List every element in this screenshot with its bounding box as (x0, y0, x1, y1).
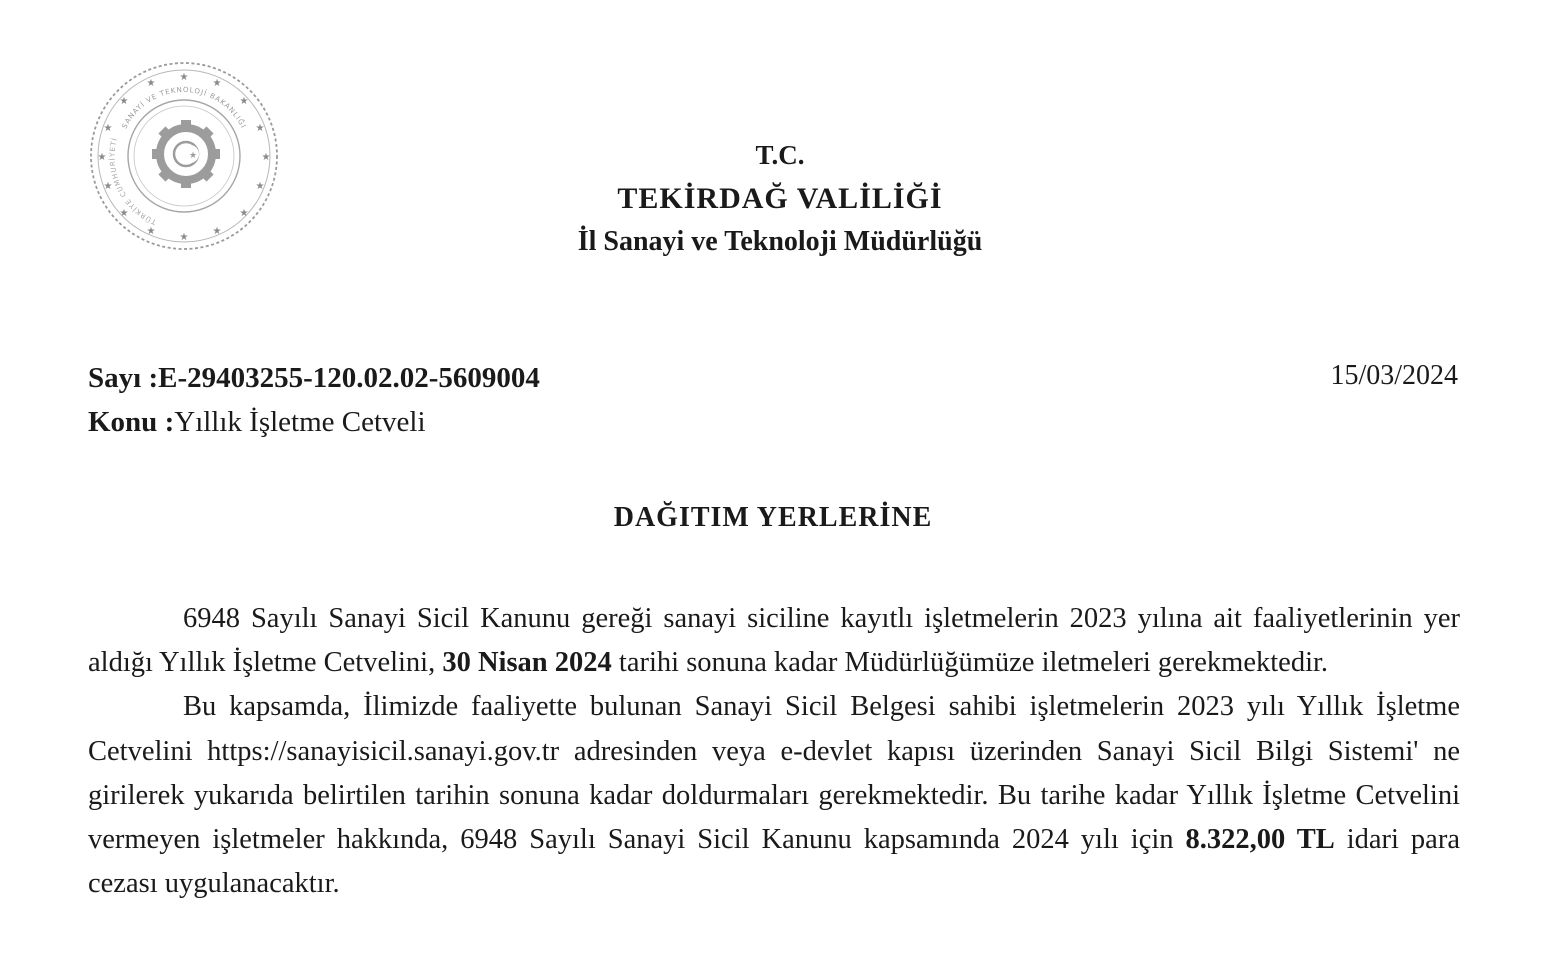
svg-text:★: ★ (103, 123, 113, 134)
svg-text:★: ★ (239, 208, 249, 219)
p2-penalty-amount: 8.322,00 TL (1185, 824, 1335, 856)
distribution-heading: DAĞITIM YERLERİNE (613, 502, 933, 533)
svg-text:★: ★ (179, 232, 189, 243)
konu-value: Yıllık İşletme Cetveli (174, 406, 426, 438)
konu-line (88, 406, 426, 439)
paragraph-1 (88, 597, 1460, 685)
document-body (88, 597, 1460, 906)
svg-text:★: ★ (255, 181, 265, 192)
header-governorship: TEKİRDAĞ VALİLİĞİ (617, 182, 943, 215)
header-directorate: İl Sanayi ve Teknoloji Müdürlüğü (577, 226, 983, 257)
p1-text-b: tarihi sonuna kadar Müdürlüğümüze iletmeleri gerekmektedir. (611, 647, 1329, 679)
document-date: 15/03/2024 (1330, 360, 1458, 391)
svg-text:★: ★ (179, 72, 189, 83)
svg-text:★: ★ (97, 152, 107, 163)
document-header (420, 134, 1140, 263)
svg-text:★: ★ (255, 123, 265, 134)
svg-text:★: ★ (188, 151, 198, 161)
p2-text-a: Bu kapsamda, İlimizde faaliyette bulunan Sanayi Sicil Belgesi sahibi işletmelerin 2023 yılı Yıllık İşletme Cetvelini https://sanayisicil.sanayi.gov.tr adresinden veya e-devlet kapısı üzerinden Sanayi Sicil Bilgi Sistemi' ne girilerek yukarıda belirtilen tarihin sonuna kadar doldurmaları gerekmektedir. Bu tarihe kadar Yıllık İşletme Cetvelini vermeyen işletmeler hakkında, 6948 Sayılı Sanayi Sicil Kanunu kapsamında 2024 yılı için (88, 691, 1460, 856)
svg-text:★: ★ (103, 181, 113, 192)
p2-text-b: idari para cezası uygulanacaktır. (88, 824, 1460, 900)
konu-separator: : (157, 406, 175, 438)
svg-text:★: ★ (261, 152, 271, 163)
konu-label: Konu (88, 406, 158, 438)
paragraph-2 (88, 685, 1460, 906)
seal-text-left: TÜRKİYE CUMHURİYETİ (108, 136, 158, 226)
svg-text:★: ★ (239, 96, 249, 107)
svg-text:★: ★ (146, 226, 156, 237)
seal-text-top: SANAYİ VE TEKNOLOJİ BAKANLIĞI (120, 85, 248, 130)
sayi-line (88, 362, 540, 395)
sayi-separator: : (141, 362, 159, 394)
svg-text:TÜRKİYE CUMHURİYETİ (108, 136, 159, 226)
svg-text:★: ★ (119, 208, 129, 219)
p1-text-a: 6948 Sayılı Sanayi Sicil Kanunu gereği sanayi siciline kayıtlı işletmelerin 2023 yılına ait faaliyetlerinin yer aldığı Yıllık İşletme Cetvelini, (88, 603, 1460, 679)
svg-text:★: ★ (212, 226, 222, 237)
svg-text:★: ★ (146, 78, 156, 89)
svg-text:★: ★ (212, 78, 222, 89)
sayi-value: E-29403255-120.02.02-5609004 (158, 362, 540, 394)
sayi-label: Sayı (88, 362, 142, 394)
ministry-seal (86, 58, 282, 254)
p1-deadline: 30 Nisan 2024 (442, 647, 612, 679)
svg-text:★: ★ (119, 96, 129, 107)
header-tc: T.C. (755, 140, 805, 170)
